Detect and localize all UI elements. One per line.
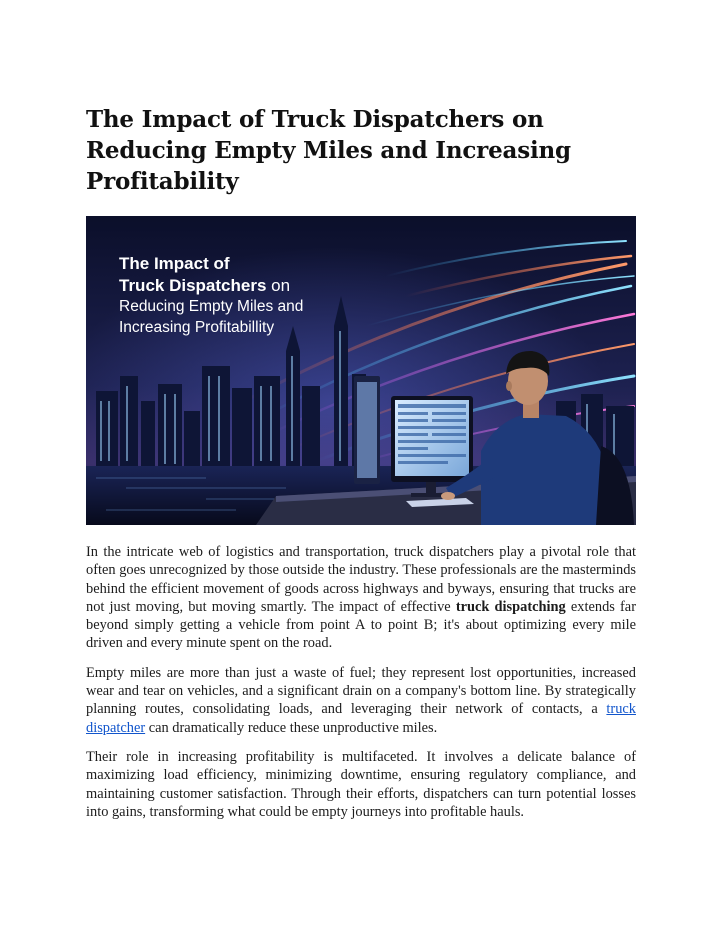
title-line: The Impact of Truck Dispatchers on xyxy=(86,106,544,133)
hero-line-1: The Impact of xyxy=(119,254,230,273)
article-title xyxy=(86,104,636,197)
hero-line-4: Increasing Profitabillity xyxy=(119,319,275,336)
text-run: can dramatically reduce these unproductive miles. xyxy=(145,719,438,736)
text-run: extends far beyond simply getting a vehicle from point A to point B; it's about optimizing every mile driven and every minute spent on the road. xyxy=(86,598,636,652)
hero-image xyxy=(86,216,636,525)
article-body xyxy=(86,543,636,832)
paragraph-profitability: Their role in increasing profitability is multifaceted. It involves a delicate balance of maximizing load efficiency, minimizing downtime, ensuring regulatory compliance, and maintaining customer satisfaction. Through their efforts, dispatchers can turn potential losses into gains, transforming what could be empty journeys into profitable hauls. xyxy=(86,748,636,820)
text-run: Empty miles are more than just a waste of fuel; they represent lost opportunities, increased wear and tear on vehicles, and a significant drain on a company's bottom line. By strategically planning routes, consolidating loads, and leveraging their network of contacts, a xyxy=(86,664,636,718)
title-line: Reducing Empty Miles and Increasing xyxy=(86,137,571,164)
bold-term: truck dispatching xyxy=(455,598,566,615)
text-run: In the intricate web of logistics and transportation, truck dispatchers play a pivotal role that often goes unrecognized by those outside the industry. These professionals are the masterminds behind the efficient movement of goods across highways and byways, ensuring that trucks are not just moving, but moving smartly. The impact of effective xyxy=(86,544,636,615)
paragraph-empty-miles xyxy=(86,664,636,737)
hero-line-3: Reducing Empty Miles and xyxy=(119,298,304,315)
title-line: Profitability xyxy=(86,168,239,195)
hero-line-2-bold: Truck Dispatchers xyxy=(119,276,267,295)
hero-line-2 xyxy=(119,276,290,295)
hero-line-2-rest: on xyxy=(266,276,291,295)
truck-dispatcher-link[interactable]: truck dispatcher xyxy=(86,701,636,736)
paragraph-intro xyxy=(86,543,636,653)
